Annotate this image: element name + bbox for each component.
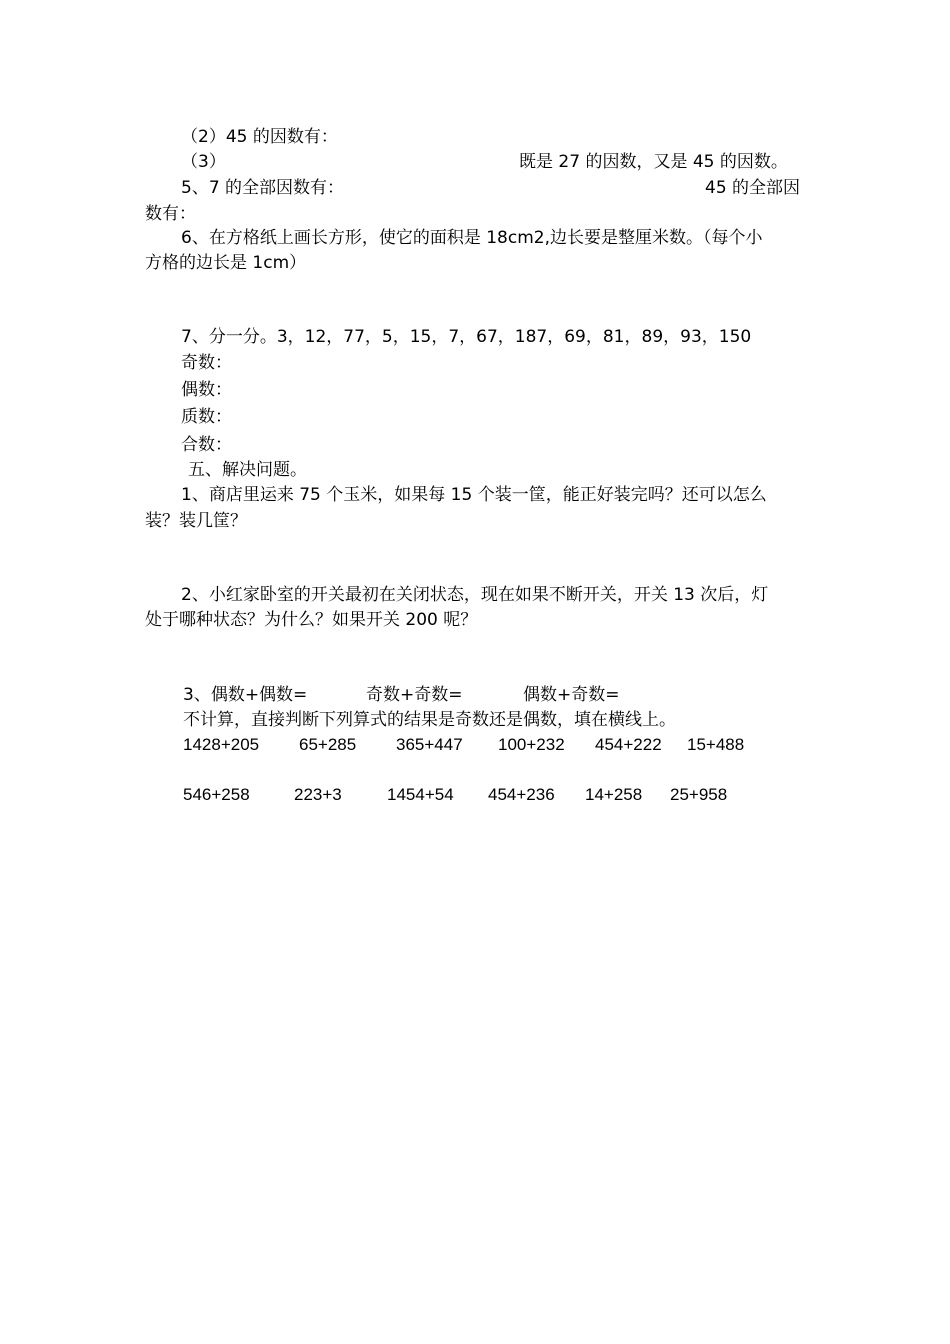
expression-1-4: 100+232 (498, 735, 565, 754)
problem-3-even-even: 3、偶数+偶数= (183, 685, 308, 705)
problem-1-continuation: 装？装几筐？ (145, 511, 247, 531)
even-label: 偶数： (181, 380, 232, 400)
question-2-line: （2）45 的因数有： (181, 127, 338, 147)
problem-3-instruction: 不计算，直接判断下列算式的结果是奇数还是偶数，填在横线上。 (183, 710, 676, 730)
expression-1-2: 65+285 (299, 735, 357, 754)
expression-1-3: 365+447 (396, 735, 463, 754)
expression-1-6: 15+488 (687, 735, 745, 754)
expression-2-6: 25+958 (670, 785, 728, 804)
question-3-prefix: （3） (181, 152, 226, 172)
problem-2-line: 2、小红家卧室的开关最初在关闭状态，现在如果不断开关，开关 13 次后，灯 (181, 585, 769, 605)
question-5-prefix: 5、7 的全部因数有： (181, 178, 345, 198)
expression-2-2: 223+3 (294, 785, 342, 804)
question-7-line: 7、分一分。3，12，77，5，15，7，67，187，69，81，89，93，150 (181, 327, 752, 347)
expression-2-5: 14+258 (585, 785, 643, 804)
odd-label: 奇数： (181, 353, 232, 373)
question-6-line: 6、在方格纸上画长方形，使它的面积是 18cm2,边长要是整厘米数。（每个小 (181, 228, 763, 248)
question-5-suffix: 45 的全部因 (705, 178, 801, 198)
expression-1-1: 1428+205 (183, 735, 260, 754)
expression-2-1: 546+258 (183, 785, 250, 804)
prime-label: 质数： (181, 407, 232, 427)
problem-1-line: 1、商店里运来 75 个玉米，如果每 15 个装一筐，能正好装完吗？还可以怎么 (181, 485, 767, 505)
problem-3-odd-odd: 奇数+奇数= (366, 685, 463, 705)
expression-2-3: 1454+54 (387, 785, 454, 804)
expression-1-5: 454+222 (595, 735, 662, 754)
question-5-continuation: 数有： (145, 204, 196, 224)
question-6-continuation: 方格的边长是 1cm） (145, 253, 307, 273)
expression-2-4: 454+236 (488, 785, 555, 804)
question-3-suffix: 既是 27 的因数，又是 45 的因数。 (519, 152, 788, 172)
composite-label: 合数： (181, 435, 232, 455)
section-5-heading: 五、解决问题。 (188, 460, 307, 480)
problem-3-even-odd: 偶数+奇数= (523, 685, 620, 705)
problem-2-continuation: 处于哪种状态？为什么？如果开关 200 呢？ (145, 610, 478, 630)
